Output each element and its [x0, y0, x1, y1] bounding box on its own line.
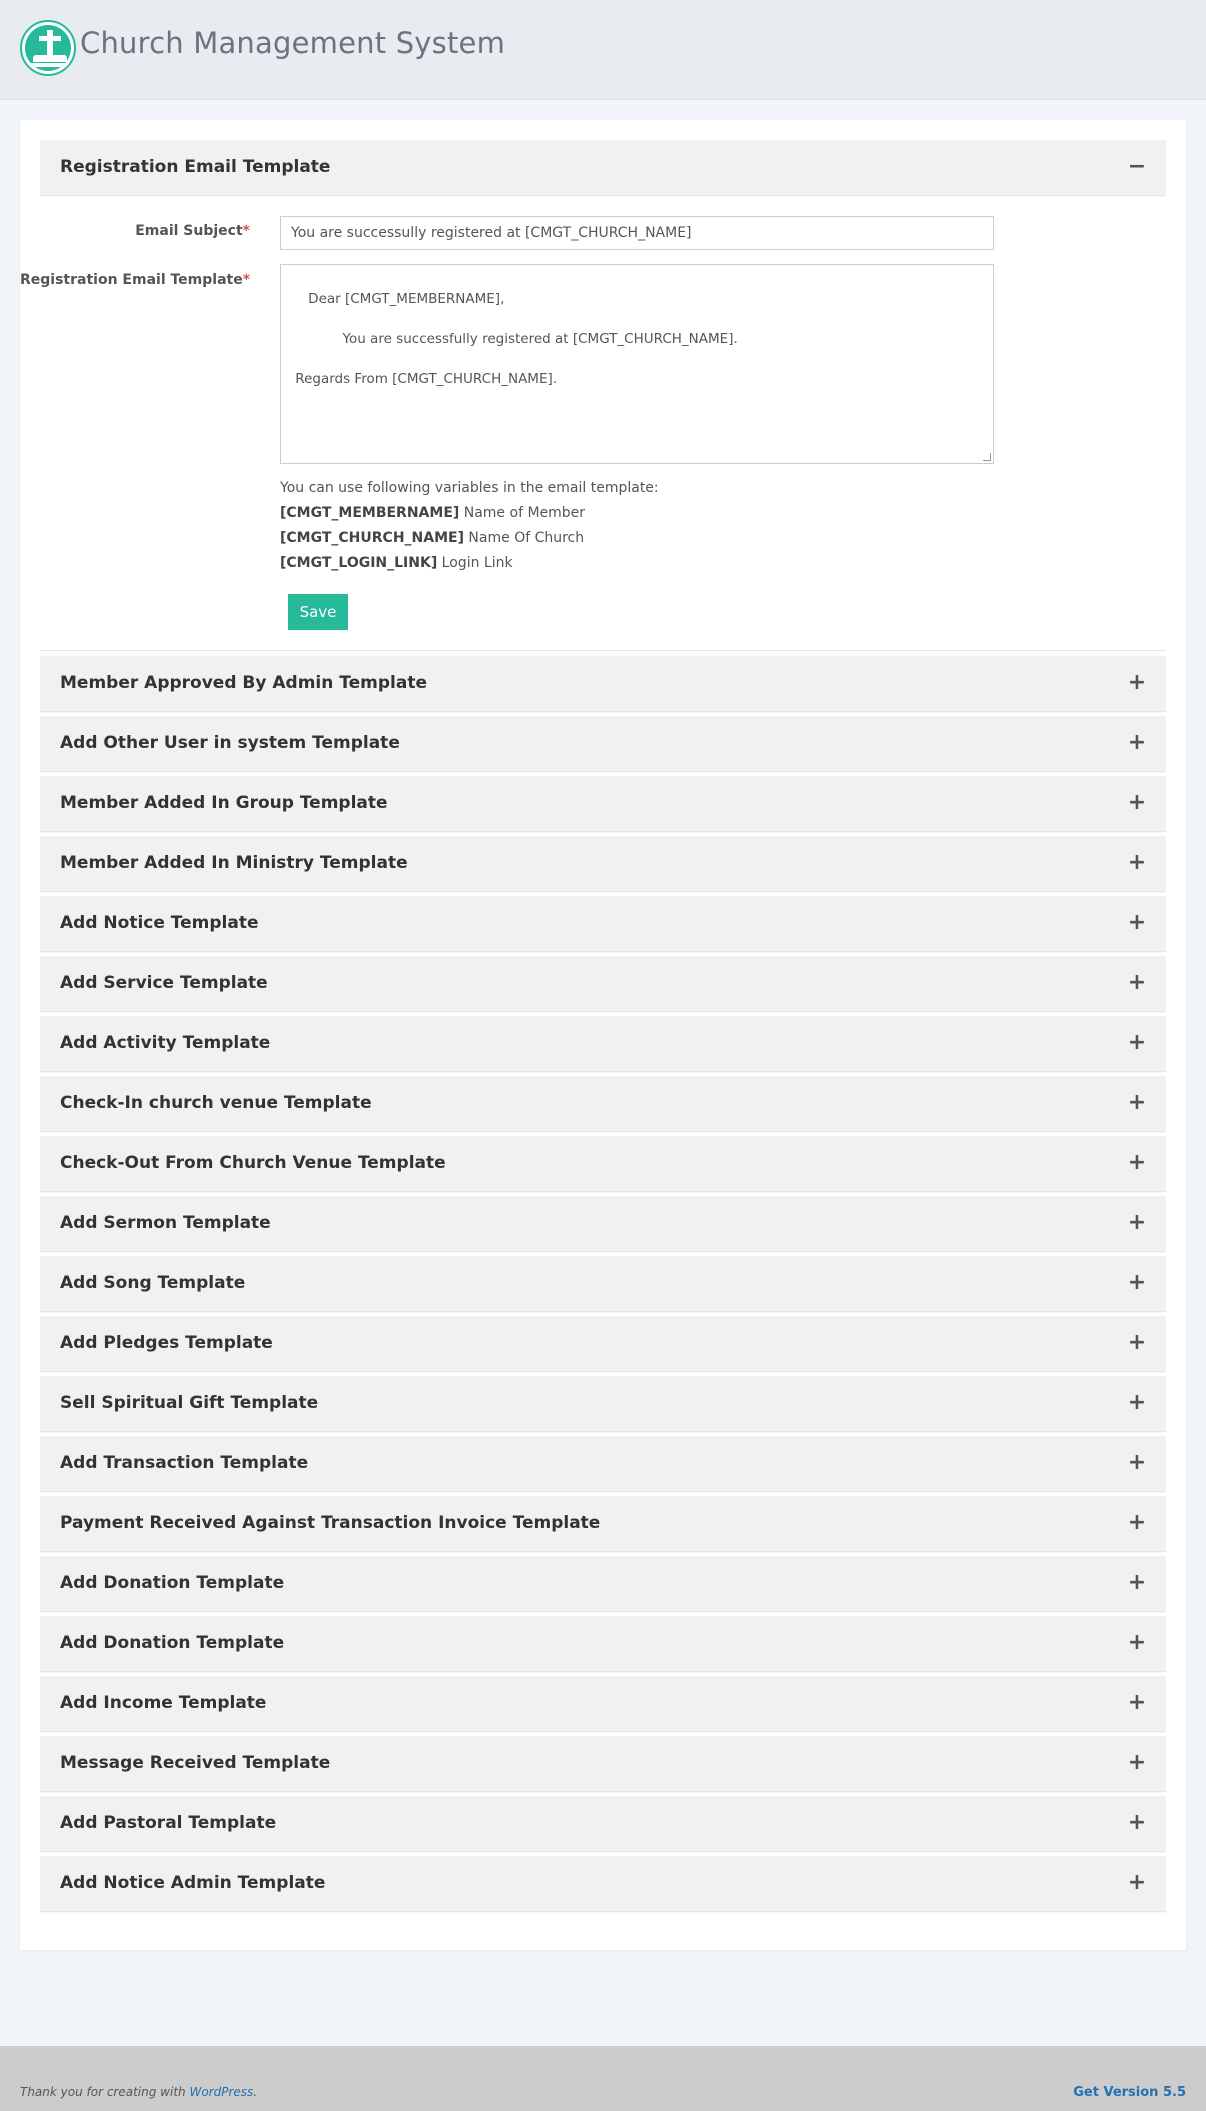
accordion-section[interactable]: [40, 716, 1166, 772]
accordion-title: Add Other User in system Template: [60, 733, 400, 753]
accordion-title: Add Transaction Template: [60, 1453, 309, 1473]
accordion-title: Add Activity Template: [60, 1033, 271, 1053]
accordion-title: Add Notice Admin Template: [60, 1873, 326, 1893]
expand-plus-icon[interactable]: +: [1127, 1450, 1147, 1475]
accordion-section[interactable]: [40, 776, 1166, 832]
accordion-section[interactable]: [40, 1616, 1166, 1672]
accordion-title: Add Donation Template: [60, 1633, 285, 1653]
expand-plus-icon[interactable]: +: [1127, 1690, 1147, 1715]
template-text: Dear [CMGT_MEMBERNAME], You are successfully registered at [CMGT_CHURCH_NAME]. Regards From [CMGT_CHURCH_NAME].: [295, 291, 738, 387]
accordion-title: Member Approved By Admin Template: [60, 673, 427, 693]
required-mark: *: [242, 223, 250, 239]
accordion-section[interactable]: [40, 1256, 1166, 1312]
accordion-section[interactable]: [40, 1316, 1166, 1372]
expand-plus-icon[interactable]: +: [1127, 1510, 1147, 1535]
accordion-title: Add Pledges Template: [60, 1333, 273, 1353]
accordion-section[interactable]: [40, 1496, 1166, 1552]
accordion-section[interactable]: [40, 1136, 1166, 1192]
expand-plus-icon[interactable]: +: [1127, 1210, 1147, 1235]
expand-plus-icon[interactable]: +: [1127, 1090, 1147, 1115]
accordion-section[interactable]: [40, 1856, 1166, 1912]
divider: [40, 650, 1166, 651]
accordion-title: Sell Spiritual Gift Template: [60, 1393, 319, 1413]
accordion-title: Add Sermon Template: [60, 1213, 271, 1233]
expand-plus-icon[interactable]: +: [1127, 1570, 1147, 1595]
registration-template-textarea[interactable]: [280, 264, 994, 464]
expand-plus-icon[interactable]: +: [1127, 910, 1147, 935]
accordion-section[interactable]: [40, 1196, 1166, 1252]
accordion-section[interactable]: [40, 1436, 1166, 1492]
accordion-title: Add Notice Template: [60, 913, 259, 933]
expand-plus-icon[interactable]: +: [1127, 670, 1147, 695]
expand-plus-icon[interactable]: +: [1127, 1270, 1147, 1295]
accordion-section[interactable]: [40, 1676, 1166, 1732]
accordion-title: Member Added In Group Template: [60, 793, 388, 813]
variable-church-name: [CMGT_CHURCH_NAME] Name Of Church: [280, 530, 585, 546]
accordion-section[interactable]: [40, 1016, 1166, 1072]
accordion-section[interactable]: [40, 1076, 1166, 1132]
variable-membername: [CMGT_MEMBERNAME] Name of Member: [280, 505, 586, 521]
email-subject-label: Email Subject*: [135, 223, 250, 239]
accordion-title: Add Pastoral Template: [60, 1813, 277, 1833]
expand-plus-icon[interactable]: +: [1127, 790, 1147, 815]
accordion-title: Message Received Template: [60, 1753, 331, 1773]
expand-plus-icon[interactable]: +: [1127, 970, 1147, 995]
email-subject-input[interactable]: You are successully registered at [CMGT_CHURCH_NAME]: [280, 216, 994, 250]
accordion-section[interactable]: [40, 656, 1166, 712]
accordion-title: Registration Email Template: [60, 157, 331, 177]
required-mark: *: [242, 272, 251, 288]
accordion-title: Add Income Template: [60, 1693, 267, 1713]
accordion-section[interactable]: [40, 1376, 1166, 1432]
accordion-title: Member Added In Ministry Template: [60, 853, 408, 873]
accordion-section[interactable]: [40, 1736, 1166, 1792]
expand-plus-icon[interactable]: +: [1127, 850, 1147, 875]
accordion-title: Add Song Template: [60, 1273, 246, 1293]
registration-template-label: Registration Email Template*: [20, 272, 251, 288]
expand-plus-icon[interactable]: +: [1127, 1030, 1147, 1055]
accordion-title: Check-Out From Church Venue Template: [60, 1153, 446, 1173]
expand-plus-icon[interactable]: +: [1127, 1870, 1147, 1895]
accordion-registration-email-template[interactable]: [40, 140, 1166, 196]
resize-handle-icon[interactable]: [983, 453, 991, 461]
wordpress-link[interactable]: WordPress: [189, 2085, 254, 2099]
accordion-title: Check-In church venue Template: [60, 1093, 372, 1113]
get-version-link[interactable]: Get Version 5.5: [1073, 2085, 1186, 2100]
save-button[interactable]: Save: [288, 594, 348, 630]
expand-plus-icon[interactable]: +: [1127, 1390, 1147, 1415]
accordion-section[interactable]: [40, 896, 1166, 952]
church-cross-icon[interactable]: [20, 20, 76, 76]
expand-plus-icon[interactable]: +: [1127, 1750, 1147, 1775]
admin-footer: [0, 2046, 1206, 2111]
variables-intro: You can use following variables in the email template:: [280, 480, 659, 496]
expand-plus-icon[interactable]: +: [1127, 1630, 1147, 1655]
accordion-section[interactable]: [40, 956, 1166, 1012]
expand-plus-icon[interactable]: +: [1127, 1810, 1147, 1835]
variable-login-link: [CMGT_LOGIN_LINK] Login Link: [280, 555, 513, 571]
admin-header: [0, 0, 1206, 100]
expand-plus-icon[interactable]: +: [1127, 1330, 1147, 1355]
accordion-section[interactable]: [40, 1556, 1166, 1612]
accordion-title: Add Service Template: [60, 973, 268, 993]
expand-plus-icon[interactable]: +: [1127, 1150, 1147, 1175]
expand-plus-icon[interactable]: +: [1127, 730, 1147, 755]
footer-thanks: Thank you for creating with WordPress.: [20, 2085, 258, 2099]
accordion-section[interactable]: [40, 1796, 1166, 1852]
collapse-minus-icon[interactable]: −: [1127, 154, 1147, 179]
accordion-section[interactable]: [40, 836, 1166, 892]
accordion-title: Payment Received Against Transaction Invoice Template: [60, 1513, 601, 1533]
email-templates-panel: [20, 120, 1186, 1950]
accordion-title: Add Donation Template: [60, 1573, 285, 1593]
site-title: Church Management System: [80, 26, 506, 60]
